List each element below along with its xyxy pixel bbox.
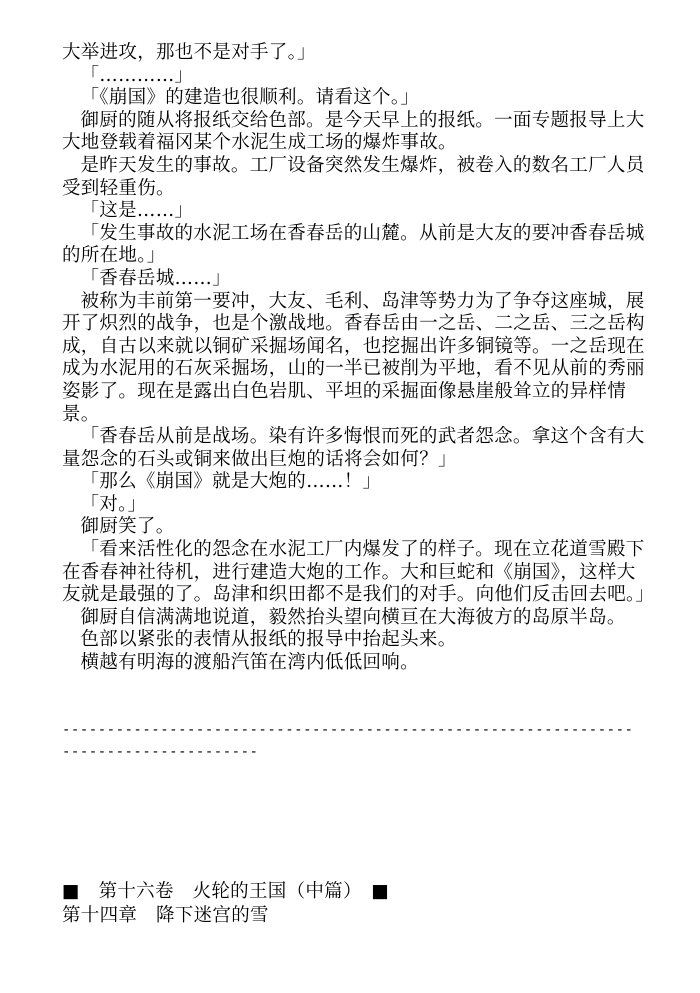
volume-title: ■ 第十六卷 火轮的王国（中篇） ■: [62, 881, 390, 902]
paragraph: 御厨的随从将报纸交给色部。是今天早上的报纸。一面专题报导上大大地登载着福冈某个水泥生成工场的爆炸事故。: [62, 109, 645, 154]
paragraph: 色部以紧张的表情从报纸的报导中抬起头来。: [80, 629, 457, 651]
paragraph: 被称为丰前第一要冲，大友、毛利、岛津等势力为了争夺这座城，展开了炽烈的战争，也是个激战地。香春岳由一之岳、二之岳、三之岳构成，自古以来就以铜矿采掘场闻名，也挖掘出许多铜镜等。一之岳现在成为水泥用的石灰采掘场，山的一半已被削为平地，看不见从前的秀丽姿影了。现在是露出白色岩肌、平坦的采掘面像悬崖般耸立的异样情景。: [62, 290, 645, 425]
paragraph: 「那么《崩国》就是大炮的……！」: [80, 471, 382, 493]
paragraph: 「《崩国》的建造也很顺利。请看这个。」: [80, 87, 420, 109]
paragraph: 「香春岳城……」: [80, 267, 231, 289]
paragraph: 「看来活性化的怨念在水泥工厂内爆发了的样子。现在立花道雪殿下在香春神社待机，进行建造大炮的工作。大和巨蛇和《崩国》，这样大友就是最强的了。岛津和织田都不是我们的对手。向他们反击回去吧。」: [62, 539, 655, 606]
paragraph: 「发生事故的水泥工场在香春岳的山麓。从前是大友的要冲香春岳城的所在地。」: [62, 222, 645, 267]
paragraph: 横越有明海的渡船汽笛在湾内低低回响。: [80, 652, 419, 674]
paragraph: 「这是……」: [80, 200, 194, 222]
page-body: [62, 42, 655, 763]
paragraph: 大举进攻，那也不是对手了。」: [62, 42, 316, 63]
paragraph: 「对。」: [80, 493, 147, 515]
chapter-title: 第十四章 降下迷宫的雪: [62, 905, 269, 926]
paragraph: 「香春岳从前是战场。染有许多悔恨而死的武者怨念。拿这个含有大量怨念的石头或铜来做出巨炮的话将会如何？」: [62, 426, 645, 470]
paragraph: 御厨自信满满地说道，毅然抬头望向横亘在大海彼方的岛原半岛。: [80, 606, 626, 628]
paragraph: 御厨笑了。: [80, 516, 175, 538]
paragraph: 是昨天发生的事故。工厂设备突然发生爆炸，被卷入的数名工厂人员受到轻重伤。: [62, 154, 645, 199]
paragraph: 「…………」: [80, 64, 194, 86]
section-divider: --------------------------------------------------------------------------------------: [62, 721, 634, 760]
